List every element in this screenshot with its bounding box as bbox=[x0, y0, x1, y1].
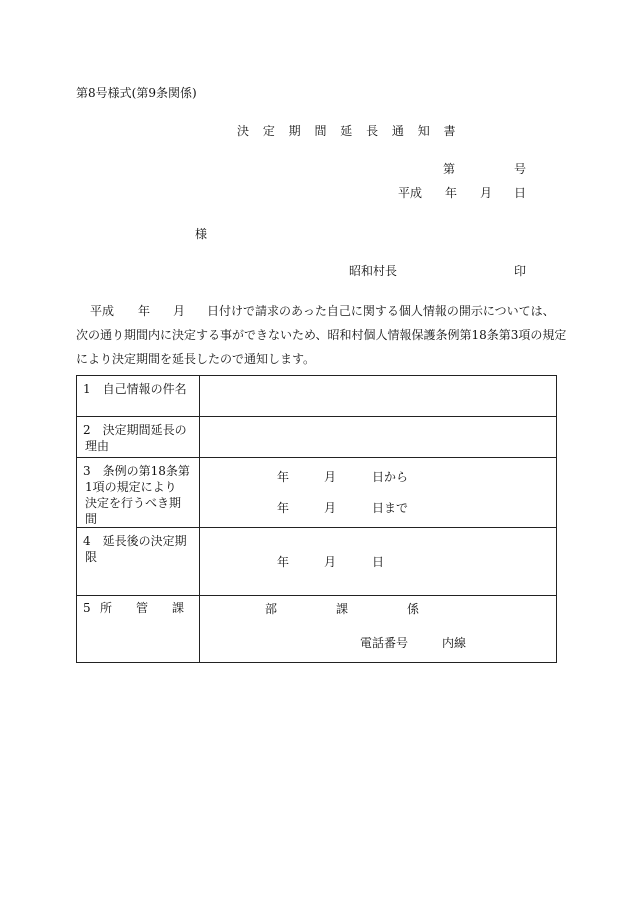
label-department-char1: 所 bbox=[100, 601, 113, 615]
table-row-department bbox=[77, 596, 557, 663]
deadline-month: 月 bbox=[324, 555, 337, 569]
label-department-num: 5 bbox=[83, 601, 91, 615]
dept-extension: 内線 bbox=[442, 636, 467, 650]
ref-go: 号 bbox=[514, 162, 527, 176]
label-reason-line1: 2 決定期間延長の bbox=[83, 423, 187, 437]
ref-dai: 第 bbox=[443, 162, 456, 176]
date-month: 月 bbox=[480, 186, 493, 200]
dept-phone: 電話番号 bbox=[360, 636, 409, 650]
label-reason-line2: 理由 bbox=[85, 439, 110, 453]
label-department-char3: 課 bbox=[172, 601, 185, 615]
table-row-subject bbox=[77, 376, 557, 417]
label-period bbox=[77, 458, 200, 528]
body-line1-rest: 日付けで請求のあった自己に関する個人情報の開示については、 bbox=[207, 304, 555, 318]
label-deadline bbox=[77, 528, 200, 596]
period-to-year: 年 bbox=[277, 501, 290, 515]
date-era: 平成 bbox=[398, 186, 423, 200]
period-from-day: 日から bbox=[372, 470, 409, 484]
label-period-line3: 決定を行うべき期 bbox=[85, 496, 182, 510]
period-from-month: 月 bbox=[324, 470, 337, 484]
dept-ka: 課 bbox=[336, 602, 349, 616]
body-line3: により決定期間を延長したので通知します。 bbox=[76, 352, 316, 366]
form-number: 第8号様式(第9条関係) bbox=[76, 86, 197, 100]
label-reason bbox=[77, 417, 200, 458]
label-department-char2: 管 bbox=[136, 601, 149, 615]
seal-mark: 印 bbox=[514, 264, 527, 278]
period-from-year: 年 bbox=[277, 470, 290, 484]
value-period bbox=[200, 458, 557, 528]
table-row-reason bbox=[77, 417, 557, 458]
label-period-line2: 1項の規定により bbox=[85, 480, 177, 494]
value-department bbox=[200, 596, 557, 663]
dept-kakari: 係 bbox=[407, 602, 420, 616]
label-deadline-line2: 限 bbox=[85, 550, 98, 564]
table-row-deadline bbox=[77, 528, 557, 596]
table-row-period bbox=[77, 458, 557, 528]
value-reason bbox=[200, 417, 557, 458]
body-year: 年 bbox=[138, 304, 151, 318]
label-period-line4: 間 bbox=[85, 512, 98, 526]
dept-bu: 部 bbox=[265, 602, 278, 616]
sender-name: 昭和村長 bbox=[349, 264, 398, 278]
label-deadline-line1: 4 延長後の決定期 bbox=[83, 534, 187, 548]
notice-table bbox=[76, 375, 557, 663]
label-subject bbox=[77, 376, 200, 417]
addressee-sama: 様 bbox=[195, 227, 208, 241]
document-title: 決 定 期 間 延 長 通 知 書 bbox=[237, 124, 461, 138]
label-period-line1: 3 条例の第18条第 bbox=[83, 464, 190, 478]
date-year: 年 bbox=[445, 186, 458, 200]
value-subject bbox=[200, 376, 557, 417]
period-to-day: 日まで bbox=[372, 501, 409, 515]
deadline-day: 日 bbox=[372, 555, 385, 569]
body-line2: 次の通り期間内に決定する事ができないため、昭和村個人情報保護条例第18条第3項の規定 bbox=[76, 328, 567, 342]
value-deadline bbox=[200, 528, 557, 596]
body-era: 平成 bbox=[90, 304, 115, 318]
label-subject-text: 1 自己情報の件名 bbox=[83, 382, 187, 396]
deadline-year: 年 bbox=[277, 555, 290, 569]
date-day: 日 bbox=[514, 186, 527, 200]
body-month: 月 bbox=[173, 304, 186, 318]
label-department bbox=[77, 596, 200, 663]
period-to-month: 月 bbox=[324, 501, 337, 515]
